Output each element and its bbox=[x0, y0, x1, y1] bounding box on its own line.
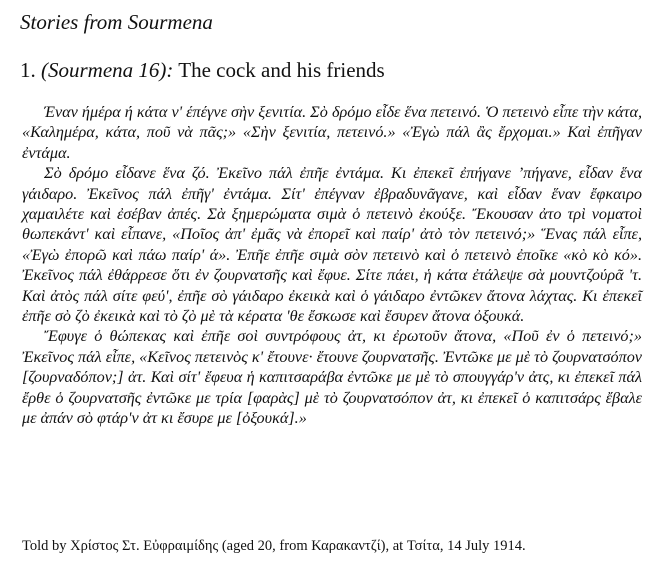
paragraph-3: Ἔφυγε ὁ θώπεκας καὶ ἐπῆε σοὶ συντρόφους ἀτ, κι ἐρωτοῦν ἄτονα, «Ποῦ ἐν ὁ πετεινό;» Ἐκεῖνος πάλ εἶπε, «Κεῖνος πετεινὸς κ' ἔτουνε· ἔτουνε ζουρνατσῆς. Ἐντῶκε με μὲ τὸ ζουρνατσόπον [ζουρναδόπον;] ἀτ. Καὶ σίτ' ἔφευα ἡ καπιτσαράβα ἐντῶκε με μὲ τὸ σπουγγάρ'ν ἀτς, κι ἐπεκεῖ πάλ ἔρθε ὁ ζουρνατσῆς ἐντῶκε με τρία [φαρὰς] μὲ τὸ ζουρνατσόπον ἀτ, κι ἐπεκεῖ ὁ καπιτσάρς ἔβαλε με ἀπάν σὸ φτάρ'ν ἀτ κι ἔσυρε με [ὀξουκά].» bbox=[22, 327, 642, 428]
source-note: Told by Χρίστος Στ. Εὐφραιμίδης (aged 20, from Καρακαντζί), at Τσίτα, 14 July 1914. bbox=[22, 538, 526, 554]
story-heading bbox=[20, 58, 385, 83]
paragraph-1: Έναν ήμέρα ή κάτα ν' έπέγνε σὴν ξενιτία. Σὸ δρόμο εἶδε ἕνα πετεινό. Ὁ πετεινὸ εἶπε τὴν κάτα, «Καλημέρα, κάτα, ποῦ νὰ πᾶς;» «Σὴν ξενιτία, πετεινό.» «Ἐγὼ πάλ ἂς ἔρχομαι.» Καὶ ἐπῆγαν ἐντάμα. bbox=[22, 103, 642, 162]
story-number: 1. bbox=[20, 58, 36, 82]
paragraph-2: Σὸ δρόμο εἶδανε ἕνα ζό. Ἐκεῖνο πάλ ἐπῆε ἐντάμα. Κι ἐπεκεῖ ἐπήγανε ’πήγανε, εἶδαν ἕνα γάιδαρο. Ἐκεῖνος πάλ ἐπῆγ' ἐντάμα. Σίτ' ἐπέγναν ἐβραδυνᾶγανε, καὶ εἶδαν ἕναν ἔφκαιρο χαμαιλέτε καὶ ἐσέβαν ἀπές. Σὰ ξημερώματα σιμὰ ὁ πετεινὸ ἐκούξε. Ἔκουσαν ἀτο τρὶ νοματοὶ θωπεκάντ' καὶ εἶπανε, «Ποῖος ἀπ' ἐμᾶς νὰ ἐπορεῖ καὶ παίρ' ἀτὸ τὸν πετεινό;» Ἕνας πάλ εἶπε, «Ἐγὼ ἐπορῶ καὶ πάω παίρ' ά». Ἐπῆε ἐπῆε σιμὰ σὸν πετεινὸ καὶ ὁ πετεινὸ ἐποῖκε «κὸ κὸ κό». Ἐκεῖνος πάλ ἐθάρρεσε ὅτι ἐν ζουρνατσῆς καὶ ἔφυε. Σίτε πάει, ἡ κάτα ἐτάλεψε σὰ μουντζούρᾶ 'τ. Καὶ ἀτὸς πάλ σίτε φεύ', ἐπῆε σὸ γάιδαρο ἐκεικὰ καὶ ὁ γάιδαρο ἐντῶκεν ἄτονα λάχτας. Κι ἐπεκεῖ ἐπῆε σὸ ζὸ ἐκεικὰ καὶ τὸ ζὸ μὲ τὰ κέρατα 'θε ἔσκωσε καὶ ἔσυρεν ἄτονα ὀξουκά. bbox=[22, 164, 642, 326]
section-title: Stories from Sourmena bbox=[20, 10, 213, 34]
story-body bbox=[22, 102, 642, 429]
story-reference: (Sourmena 16): bbox=[41, 58, 174, 82]
story-title: The cock and his friends bbox=[178, 58, 385, 82]
